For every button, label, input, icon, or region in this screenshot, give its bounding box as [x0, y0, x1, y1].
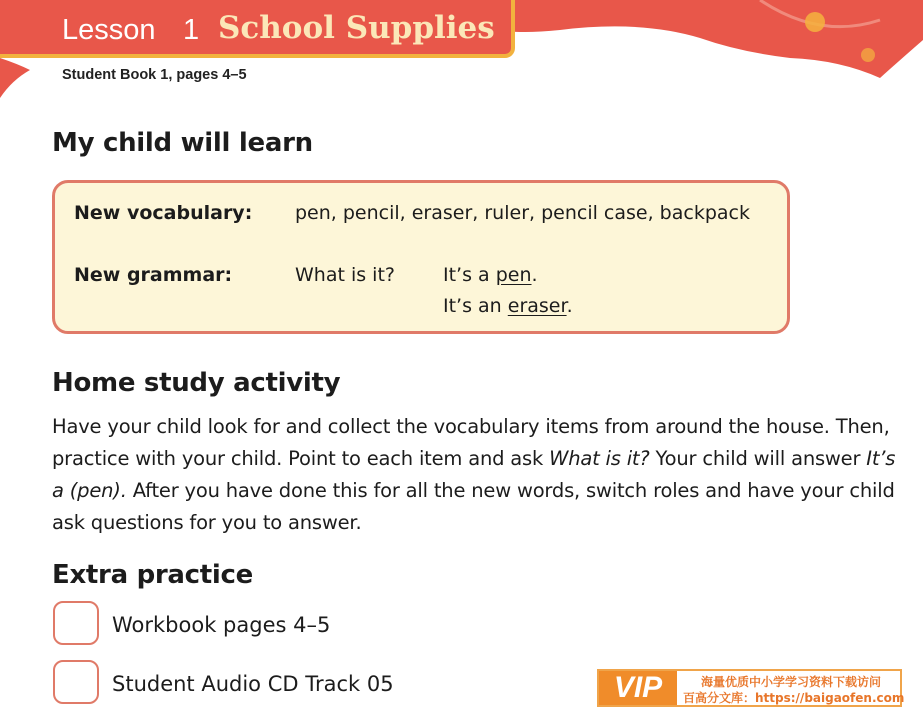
- audio-cd-checkbox[interactable]: [53, 660, 99, 704]
- home-study-question-italic: What is it?: [549, 447, 650, 470]
- lesson-title: School Supplies: [218, 10, 495, 46]
- home-study-text-1: Have your child look for and collect the vocabulary items from around the house. Then, practice with your child. Point to each item and ask: [52, 415, 890, 470]
- workbook-label: Workbook pages 4–5: [112, 613, 331, 637]
- grammar-label: New grammar:: [74, 264, 233, 286]
- answer-1-prefix: It’s a: [443, 264, 496, 286]
- home-study-text-3: After you have done this for all the new words, switch roles and have your child ask questions for you to answer.: [52, 479, 895, 534]
- lesson-word: Lesson: [62, 14, 156, 46]
- vip-badge: VIP: [599, 671, 677, 705]
- vocab-label: New vocabulary:: [74, 202, 253, 224]
- watermark-line-2: 百高分文库：https://baigaofen.com: [683, 691, 905, 705]
- home-study-paragraph: [52, 411, 912, 539]
- watermark-banner[interactable]: [597, 669, 905, 707]
- answer-2-prefix: It’s an: [443, 295, 508, 317]
- learn-box: [52, 180, 790, 334]
- lesson-number: 1: [183, 14, 200, 46]
- workbook-checkbox[interactable]: [53, 601, 99, 645]
- home-study-text-2: Your child will answer: [649, 447, 867, 470]
- grammar-question: What is it?: [295, 264, 395, 286]
- watermark-line-1: 海量优质中小学学习资料下载访问: [700, 675, 881, 689]
- vocab-value: pen, pencil, eraser, ruler, pencil case, backpack: [295, 202, 750, 224]
- answer-1-end: .: [531, 264, 538, 286]
- grammar-answer-1: [443, 264, 538, 286]
- home-study-answer-italic: It’s a (pen).: [52, 447, 896, 502]
- book-reference: Student Book 1, pages 4–5: [62, 67, 247, 83]
- answer-1-word: pen: [495, 264, 532, 286]
- answer-2-word: eraser: [507, 295, 567, 317]
- home-study-heading: Home study activity: [52, 368, 341, 398]
- extra-practice-heading: Extra practice: [52, 560, 253, 590]
- learn-heading: My child will learn: [52, 128, 313, 158]
- audio-cd-label: Student Audio CD Track 05: [112, 672, 394, 696]
- answer-2-end: .: [566, 295, 573, 317]
- grammar-answer-2: [443, 295, 573, 317]
